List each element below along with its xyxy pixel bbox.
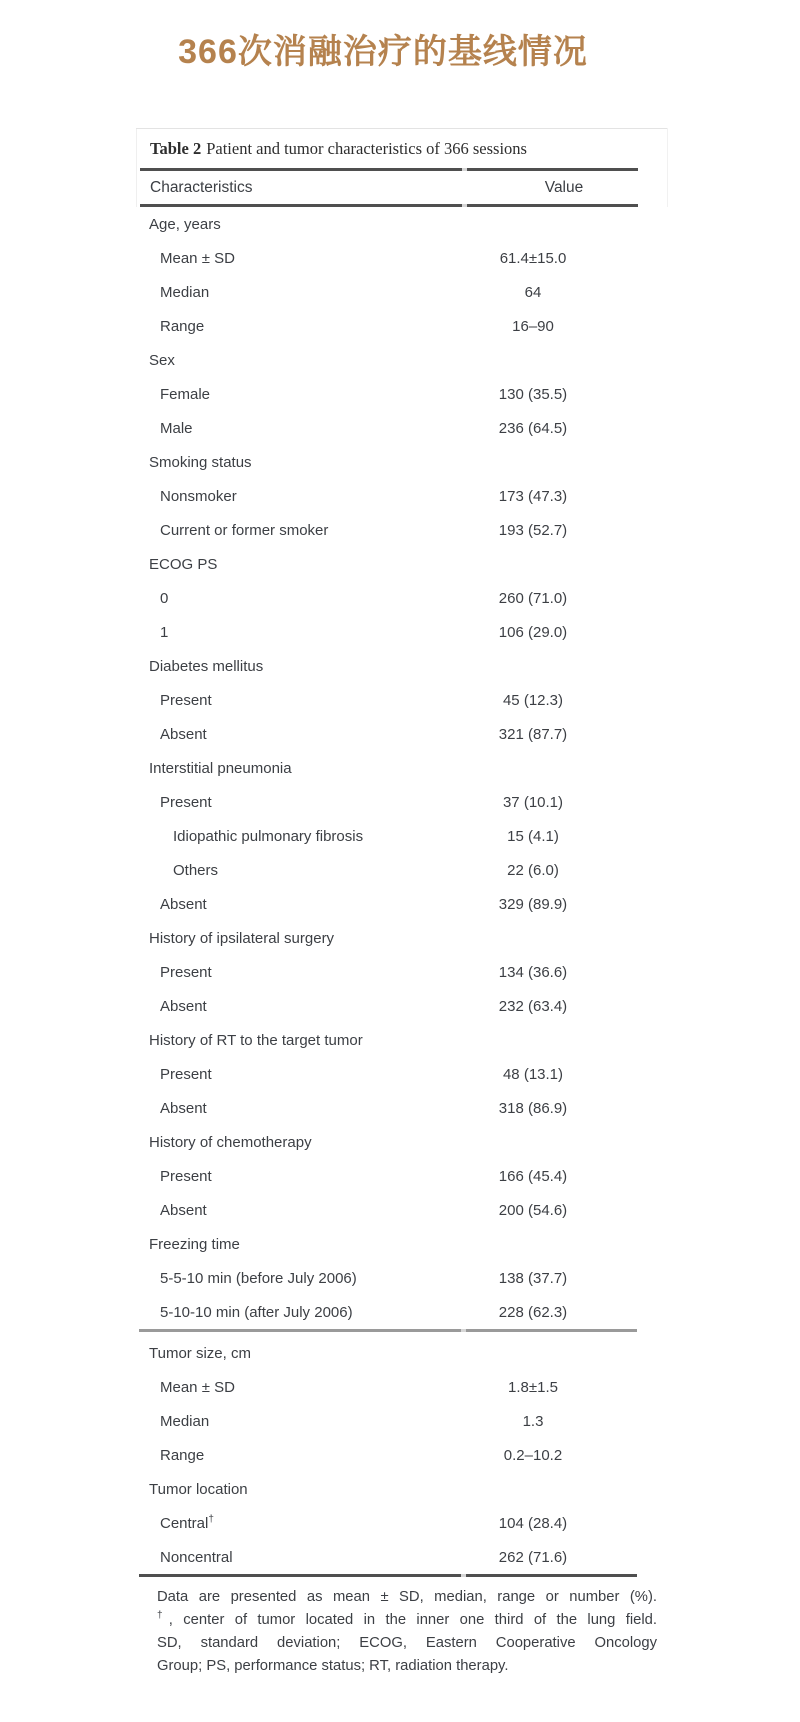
table-row bbox=[136, 1295, 668, 1329]
table-row bbox=[136, 343, 668, 377]
table-row bbox=[136, 751, 668, 785]
row-value: 15 (4.1) bbox=[507, 827, 559, 845]
table-row bbox=[136, 683, 668, 717]
row-label: Present bbox=[160, 691, 212, 709]
row-label: 5-10-10 min (after July 2006) bbox=[160, 1303, 353, 1321]
table-caption-area bbox=[136, 128, 668, 207]
table-section-1 bbox=[136, 207, 668, 1329]
table-row bbox=[136, 853, 668, 887]
table-row bbox=[136, 1472, 668, 1506]
row-label: History of RT to the target tumor bbox=[149, 1031, 363, 1049]
row-value: 1.3 bbox=[522, 1412, 544, 1430]
row-label: Absent bbox=[160, 997, 207, 1015]
row-label: Absent bbox=[160, 1201, 207, 1219]
row-value: 22 (6.0) bbox=[507, 861, 559, 879]
footnote-line: †, center of tumor located in the inner one third of the lung field. bbox=[157, 1610, 657, 1628]
row-label: Freezing time bbox=[149, 1235, 240, 1253]
row-label: Absent bbox=[160, 895, 207, 913]
row-value: 16–90 bbox=[512, 317, 554, 335]
dagger-marker: † bbox=[157, 1610, 169, 1622]
table-row bbox=[136, 445, 668, 479]
row-value: 262 (71.6) bbox=[498, 1548, 568, 1566]
table-row bbox=[136, 649, 668, 683]
table-row bbox=[136, 513, 668, 547]
rule-mid bbox=[139, 1329, 637, 1332]
table-row bbox=[136, 241, 668, 275]
table-row bbox=[136, 785, 668, 819]
row-value: 106 (29.0) bbox=[498, 623, 568, 641]
table-row bbox=[136, 1438, 668, 1472]
table-row bbox=[136, 1336, 668, 1370]
row-label: Mean ± SD bbox=[160, 1378, 235, 1396]
table-row bbox=[136, 1261, 668, 1295]
row-label: Central† bbox=[160, 1513, 214, 1532]
table-row bbox=[136, 547, 668, 581]
row-label: History of chemotherapy bbox=[149, 1133, 312, 1151]
row-label: Mean ± SD bbox=[160, 249, 235, 267]
row-value: 193 (52.7) bbox=[498, 521, 568, 539]
row-label: 5-5-10 min (before July 2006) bbox=[160, 1269, 357, 1287]
table-row bbox=[136, 1057, 668, 1091]
row-label: Absent bbox=[160, 725, 207, 743]
table-row bbox=[136, 377, 668, 411]
table-row bbox=[136, 207, 668, 241]
table-row bbox=[136, 309, 668, 343]
table-row bbox=[136, 1540, 668, 1574]
row-value: 260 (71.0) bbox=[498, 589, 568, 607]
table-row bbox=[136, 989, 668, 1023]
table-row bbox=[136, 1506, 668, 1540]
row-value: 1.8±1.5 bbox=[508, 1378, 558, 1396]
row-label: Others bbox=[173, 861, 219, 879]
table-caption bbox=[137, 128, 667, 168]
row-label: Median bbox=[160, 1412, 210, 1430]
row-label: Diabetes mellitus bbox=[149, 657, 264, 675]
table-row bbox=[136, 1404, 668, 1438]
row-label: Female bbox=[160, 385, 211, 403]
row-value: 200 (54.6) bbox=[498, 1201, 568, 1219]
row-label: 0 bbox=[160, 589, 169, 607]
table-section-2 bbox=[136, 1332, 668, 1574]
row-value: 321 (87.7) bbox=[498, 725, 568, 743]
row-value: 138 (37.7) bbox=[498, 1269, 568, 1287]
table-row bbox=[136, 1159, 668, 1193]
page-title: 366次消融治疗的基线情况 bbox=[178, 33, 588, 71]
row-label: Interstitial pneumonia bbox=[149, 759, 292, 777]
row-label: Male bbox=[160, 419, 193, 437]
table-caption-text: Patient and tumor characteristics of 366 sessions bbox=[206, 139, 527, 158]
table-row bbox=[136, 819, 668, 853]
table-caption-number: Table 2 bbox=[150, 139, 202, 158]
table-scan bbox=[136, 128, 668, 1678]
column-header-value: Value bbox=[544, 178, 584, 196]
row-label: 1 bbox=[160, 623, 169, 641]
row-label: Median bbox=[160, 283, 210, 301]
table-row bbox=[136, 1125, 668, 1159]
row-value: 104 (28.4) bbox=[498, 1514, 568, 1532]
column-header-characteristics: Characteristics bbox=[150, 178, 253, 196]
row-label: Range bbox=[160, 317, 205, 335]
row-label: Noncentral bbox=[160, 1548, 233, 1566]
row-label: Nonsmoker bbox=[160, 487, 237, 505]
row-label: Present bbox=[160, 1167, 212, 1185]
row-value: 0.2–10.2 bbox=[503, 1446, 563, 1464]
row-label: Present bbox=[160, 793, 212, 811]
row-label: Age, years bbox=[149, 215, 221, 233]
table-row bbox=[136, 615, 668, 649]
row-value: 173 (47.3) bbox=[498, 487, 568, 505]
row-value: 166 (45.4) bbox=[498, 1167, 568, 1185]
row-label: Tumor location bbox=[149, 1480, 248, 1498]
row-label: Idiopathic pulmonary fibrosis bbox=[173, 827, 364, 845]
dagger-marker: † bbox=[208, 1513, 214, 1525]
table-row bbox=[136, 887, 668, 921]
row-value: 48 (13.1) bbox=[502, 1065, 564, 1083]
rule-bottom bbox=[139, 1574, 637, 1577]
table-footnotes bbox=[136, 1577, 668, 1678]
table-row bbox=[136, 921, 668, 955]
row-label: History of ipsilateral surgery bbox=[149, 929, 335, 947]
table-row bbox=[136, 411, 668, 445]
table-row bbox=[136, 479, 668, 513]
row-label: Current or former smoker bbox=[160, 521, 329, 539]
row-value: 45 (12.3) bbox=[502, 691, 564, 709]
table-row bbox=[136, 955, 668, 989]
row-label: Tumor size, cm bbox=[149, 1344, 251, 1362]
footnote-line: Group; PS, performance status; RT, radiation therapy. bbox=[157, 1658, 509, 1674]
row-label: Sex bbox=[149, 351, 175, 369]
row-label: Present bbox=[160, 963, 212, 981]
table-row bbox=[136, 1023, 668, 1057]
row-value: 37 (10.1) bbox=[502, 793, 564, 811]
table-row bbox=[136, 1193, 668, 1227]
row-label: Present bbox=[160, 1065, 212, 1083]
row-value: 318 (86.9) bbox=[498, 1099, 568, 1117]
row-value: 236 (64.5) bbox=[498, 419, 568, 437]
table-row bbox=[136, 1091, 668, 1125]
row-value: 329 (89.9) bbox=[498, 895, 568, 913]
row-value: 64 bbox=[524, 283, 542, 301]
row-value: 232 (63.4) bbox=[498, 997, 568, 1015]
table-row bbox=[136, 1370, 668, 1404]
table-row bbox=[136, 275, 668, 309]
footnote-line: Data are presented as mean ± SD, median, range or number (%). bbox=[157, 1589, 657, 1605]
row-value: 134 (36.6) bbox=[498, 963, 568, 981]
table-row bbox=[136, 1227, 668, 1261]
table-row bbox=[136, 717, 668, 751]
table-header-row bbox=[137, 171, 667, 204]
row-label: Smoking status bbox=[149, 453, 252, 471]
row-value: 228 (62.3) bbox=[498, 1303, 568, 1321]
row-value: 130 (35.5) bbox=[498, 385, 568, 403]
row-label: ECOG PS bbox=[149, 555, 218, 573]
footnote-line: SD, standard deviation; ECOG, Eastern Cooperative Oncology bbox=[157, 1635, 657, 1651]
row-label: Range bbox=[160, 1446, 205, 1464]
table-row bbox=[136, 581, 668, 615]
row-value: 61.4±15.0 bbox=[499, 249, 567, 267]
row-label: Absent bbox=[160, 1099, 207, 1117]
